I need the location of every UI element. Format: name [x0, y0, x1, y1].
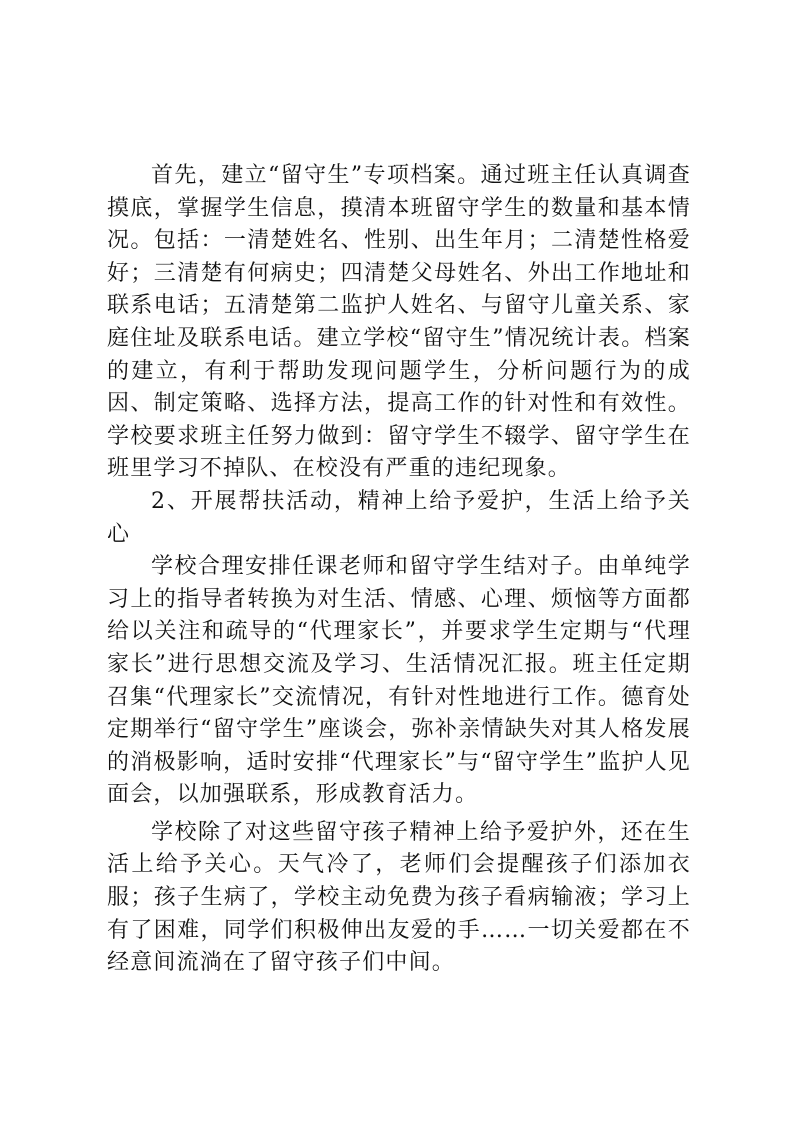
paragraph-surrogate-parents: 学校合理安排任课老师和留守学生结对子。由单纯学习上的指导者转换为对生活、情感、心理、烦恼等方面都给以关注和疏导的“代理家长”，并要求学生定期与“代理家长”进行思想交流及学习、生活情况汇报。班主任定期召集“代理家长”交流情况，有针对性地进行工作。德育处定期举行“留守学生”座谈会，弥补亲情缺失对其人格发展的消极影响，适时安排“代理家长”与“留守学生”监护人见面会，以加强联系，形成教育活力。	[107, 554, 691, 808]
document-page	[107, 160, 691, 980]
paragraph-archive: 首先，建立“留守生”专项档案。通过班主任认真调查摸底，掌握学生信息，摸清本班留守学生的数量和基本情况。包括：一清楚姓名、性别、出生年月；二清楚性格爱好；三清楚有何病史；四清楚父母姓名、外出工作地址和联系电话；五清楚第二监护人姓名、与留守儿童关系、家庭住址及联系电话。建立学校“留守生”情况统计表。档案的建立，有利于帮助发现问题学生，分析问题行为的成因、制定策略、选择方法，提高工作的针对性和有效性。学校要求班主任努力做到：留守学生不辍学、留守学生在班里学习不掉队、在校没有严重的违纪现象。	[107, 163, 691, 482]
section-heading: 2、开展帮扶活动，精神上给予爱护，生活上给予关心	[107, 488, 691, 547]
paragraph-daily-care: 学校除了对这些留守孩子精神上给予爱护外，还在生活上给予关心。天气冷了，老师们会提醒孩子们添加衣服；孩子生病了，学校主动免费为孩子看病输液；学习上有了困难，同学们积极伸出友爱的手……一切关爱都在不经意间流淌在了留守孩子们中间。	[107, 819, 691, 976]
